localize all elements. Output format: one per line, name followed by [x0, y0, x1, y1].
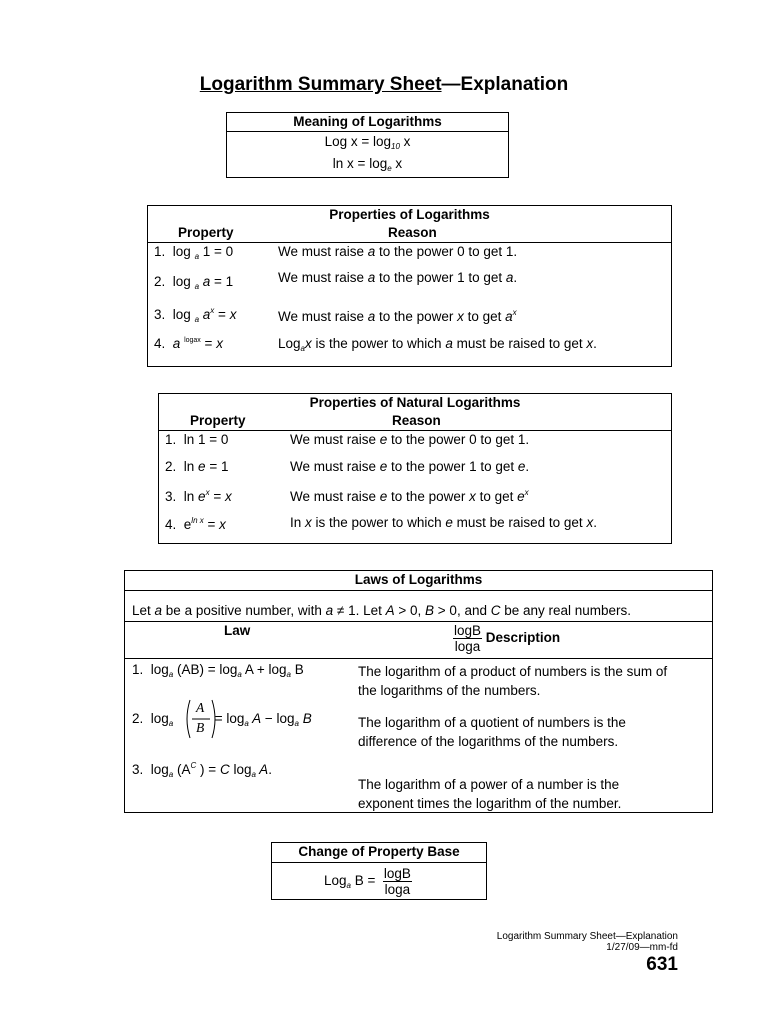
fraction-numerator: logB	[383, 865, 411, 881]
property-text: log	[172, 307, 195, 322]
natural-heading: Properties of Natural Logarithms	[309, 395, 521, 410]
property-sup: x	[205, 488, 210, 497]
footer-date: 1/27/09—mm-fd	[606, 942, 678, 953]
law-text-end: .	[268, 762, 272, 777]
reason-sub: a	[300, 344, 305, 353]
law-text-end: B	[290, 662, 304, 677]
law-text: log	[150, 762, 169, 777]
row-number: 4.	[165, 517, 177, 532]
property-sup: logax	[184, 337, 201, 344]
natural-row-1	[165, 432, 228, 447]
intro-var-a2: a	[325, 603, 334, 618]
row-number: 1.	[165, 432, 177, 447]
reason-var-2: e	[517, 459, 526, 474]
reason-sup: x	[512, 308, 517, 317]
property-var: a	[172, 336, 181, 351]
reason-text-mid: is the power to which	[311, 515, 446, 530]
laws-row-3	[132, 761, 272, 779]
natural-reason-2	[290, 459, 529, 474]
reason-text-mid-2: must be raised to get	[452, 515, 587, 530]
reason-text: We must raise	[290, 459, 380, 474]
intro-var-A: A	[385, 603, 395, 618]
formula-lhs-end: B =	[350, 873, 376, 888]
property-var-2: x	[224, 489, 232, 504]
properties-reason-4	[278, 336, 597, 353]
reason-var: x	[305, 515, 312, 530]
reason-var-2: e	[445, 515, 453, 530]
property-text-end: = 1	[205, 459, 229, 474]
property-text: log	[172, 244, 195, 259]
property-var: e	[198, 459, 206, 474]
reason-text: We must raise	[290, 432, 380, 447]
row-number: 2.	[154, 274, 166, 289]
reason-text-end: .	[593, 515, 597, 530]
row-number: 1.	[132, 662, 144, 677]
reason-text-mid: to the power	[387, 489, 470, 504]
law-sub-3: a	[294, 719, 299, 728]
intro-text: Let	[132, 603, 155, 618]
intro-text-5: > 0, and	[434, 603, 491, 618]
property-eq: =	[200, 336, 217, 351]
properties-reason-2	[278, 270, 517, 285]
laws-col-fraction	[453, 623, 482, 654]
reason-var: e	[379, 459, 388, 474]
properties-col-property: Property	[178, 225, 234, 240]
description-line-2: exponent times the logarithm of the number.	[358, 796, 622, 811]
laws-col-law: Law	[224, 623, 251, 638]
fraction-numerator: logB	[454, 623, 482, 638]
properties-row-3	[154, 306, 236, 324]
formula-lhs: Log	[324, 873, 347, 888]
reason-text: Log	[278, 336, 301, 351]
reason-sup: x	[524, 488, 529, 497]
page-title	[0, 74, 768, 96]
natural-row-2	[165, 459, 228, 474]
natural-properties-table	[158, 393, 672, 544]
property-eq: =	[203, 517, 220, 532]
property-sub: a	[194, 282, 200, 291]
reason-var-2: x	[469, 489, 476, 504]
intro-text-4: > 0,	[394, 603, 426, 618]
formula-lhs-sub: a	[346, 881, 351, 890]
reason-text: We must raise	[278, 270, 368, 285]
reason-text: In	[290, 515, 306, 530]
row-number: 2.	[165, 459, 177, 474]
intro-text-end: be any real numbers.	[500, 603, 632, 618]
law-sub-3: a	[286, 670, 291, 679]
meaning-line1-text: Log x = log	[324, 134, 391, 149]
laws-row-1	[132, 662, 304, 679]
property-var-2: x	[229, 307, 237, 322]
intro-var-a: a	[154, 603, 163, 618]
meaning-line-log	[227, 134, 508, 151]
property-text: ln	[183, 459, 199, 474]
change-base-table	[271, 842, 487, 900]
change-base-formula	[324, 864, 412, 903]
property-text: ln 1 = 0	[183, 432, 229, 447]
change-base-fraction	[383, 866, 412, 897]
description-line-1: The logarithm of a quotient of numbers is the	[358, 715, 626, 730]
reason-var: a	[367, 270, 376, 285]
quotient-denominator: B	[196, 720, 205, 735]
description-line-1: The logarithm of a power of a number is the	[358, 777, 620, 792]
description-line-1: The logarithm of a product of numbers is the sum of	[358, 664, 668, 679]
meaning-table	[226, 112, 509, 178]
reason-text-end: .	[513, 270, 518, 285]
law-text-3: − log	[261, 711, 295, 726]
law-sub: a	[168, 670, 174, 679]
reason-text-mid: to the power 1 to get	[375, 270, 506, 285]
natural-row-4	[165, 516, 226, 532]
property-eq: =	[214, 307, 230, 322]
reason-text-mid: is the power to which	[311, 336, 446, 351]
property-var-2: x	[216, 336, 223, 351]
property-var: e	[198, 489, 206, 504]
laws-description-3	[358, 775, 621, 813]
law-sub: a	[168, 770, 174, 779]
law-text-4: log	[229, 762, 252, 777]
row-number: 1.	[154, 244, 166, 259]
footer	[497, 931, 678, 953]
law-var-2: B	[299, 711, 312, 726]
meaning-line2-var: x	[391, 156, 403, 171]
reason-var: x	[304, 336, 312, 351]
properties-row-2	[154, 274, 233, 291]
law-text-3: ) =	[196, 762, 220, 777]
law-text-2: = log	[211, 711, 245, 726]
law-sub-2: a	[244, 719, 249, 728]
property-text-end: 1 = 0	[199, 244, 234, 259]
properties-col-reason: Reason	[388, 225, 437, 240]
natural-row-3	[165, 488, 232, 504]
reason-text: We must raise	[290, 489, 380, 504]
quotient-numerator: A	[196, 700, 205, 715]
reason-var: a	[367, 309, 376, 324]
footer-title: Logarithm Summary Sheet—Explanation	[496, 931, 678, 942]
laws-heading: Laws of Logarithms	[354, 572, 483, 587]
reason-var-3: x	[586, 515, 594, 530]
properties-reason-1	[278, 244, 517, 259]
reason-var-3: x	[586, 336, 594, 351]
description-line-2: the logarithms of the numbers.	[358, 683, 541, 698]
reason-var: e	[379, 432, 388, 447]
laws-col-description-header	[453, 623, 560, 654]
property-sup: x	[210, 306, 215, 315]
intro-text-3: ≠ 1. Let	[333, 603, 386, 618]
title-main: Logarithm Summary Sheet	[199, 74, 442, 95]
row-number: 3.	[154, 307, 166, 322]
property-sub: a	[194, 315, 200, 324]
meaning-heading: Meaning of Logarithms	[293, 114, 442, 129]
reason-text-end: to the power 0 to get 1.	[375, 244, 518, 259]
reason-text-end: to the power 0 to get 1.	[387, 432, 530, 447]
reason-text-mid-2: to get	[475, 489, 518, 504]
reason-text-mid: to the power	[375, 309, 458, 324]
meaning-line1-sub: 10	[391, 142, 400, 151]
meaning-line-ln	[227, 156, 508, 173]
properties-heading: Properties of Logarithms	[329, 207, 490, 222]
laws-description-1	[358, 662, 667, 700]
intro-var-B: B	[425, 603, 435, 618]
property-var-2: x	[219, 517, 226, 532]
property-text-end: = 1	[210, 274, 234, 289]
properties-table	[147, 205, 672, 367]
reason-text: We must raise	[278, 309, 368, 324]
change-base-heading: Change of Property Base	[298, 844, 460, 859]
property-var: a	[202, 274, 211, 289]
property-text: ln	[183, 489, 199, 504]
row-number: 3.	[132, 762, 144, 777]
law-sub-2: a	[237, 670, 242, 679]
law-var-2: A	[255, 762, 269, 777]
reason-text-mid: to the power 1 to get	[387, 459, 518, 474]
property-var: a	[202, 307, 211, 322]
meaning-line1-var: x	[399, 134, 411, 149]
property-sup: ln x	[191, 516, 204, 525]
law-sup: C	[190, 761, 197, 770]
page-number: 631	[646, 954, 678, 975]
natural-col-property: Property	[190, 413, 246, 428]
reason-var-2: a	[505, 270, 514, 285]
natural-reason-4	[290, 515, 597, 530]
reason-var-2: a	[445, 336, 453, 351]
property-text: log	[172, 274, 195, 289]
natural-col-reason: Reason	[392, 413, 441, 428]
natural-reason-1	[290, 432, 529, 447]
natural-reason-3	[290, 488, 529, 504]
laws-description-2	[358, 713, 626, 751]
law-text-3: A + log	[241, 662, 287, 677]
property-sub: a	[194, 252, 200, 261]
reason-var: a	[367, 244, 376, 259]
property-text: e	[183, 517, 192, 532]
laws-intro	[132, 603, 631, 618]
intro-var-C: C	[490, 603, 501, 618]
law-sub-2: a	[251, 770, 256, 779]
reason-var-3: a	[505, 309, 513, 324]
reason-text-end: .	[525, 459, 530, 474]
law-sub: a	[168, 719, 174, 728]
meaning-line2-sub: e	[387, 164, 392, 173]
properties-row-4	[154, 336, 223, 351]
reason-var-3: e	[517, 489, 525, 504]
reason-text-mid-2: must be raised to get	[452, 336, 587, 351]
reason-var-2: x	[457, 309, 464, 324]
properties-row-1	[154, 244, 233, 261]
reason-text: We must raise	[278, 244, 368, 259]
laws-table	[124, 570, 713, 813]
row-number: 2.	[132, 711, 144, 726]
row-number: 4.	[154, 336, 166, 351]
description-line-2: difference of the logarithms of the numbers.	[358, 734, 619, 749]
law-text: log	[150, 711, 169, 726]
law-text: log	[150, 662, 169, 677]
law-var: C	[219, 762, 230, 777]
laws-row-2	[132, 697, 312, 741]
fraction-denominator: loga	[454, 639, 481, 654]
laws-col-description: Description	[485, 630, 561, 646]
reason-text-mid-2: to get	[463, 309, 506, 324]
reason-text-end: .	[593, 336, 597, 351]
law-text-2: (A	[173, 762, 191, 777]
law-var: A	[248, 711, 262, 726]
law-text-2: (AB) = log	[173, 662, 238, 677]
title-suffix: —Explanation	[441, 74, 569, 95]
intro-text-2: be a positive number, with	[162, 603, 326, 618]
fraction-denominator: loga	[384, 881, 411, 897]
row-number: 3.	[165, 489, 177, 504]
properties-reason-3	[278, 308, 517, 324]
property-eq: =	[209, 489, 225, 504]
reason-var: e	[379, 489, 388, 504]
meaning-line2-text: ln x = log	[332, 156, 388, 171]
